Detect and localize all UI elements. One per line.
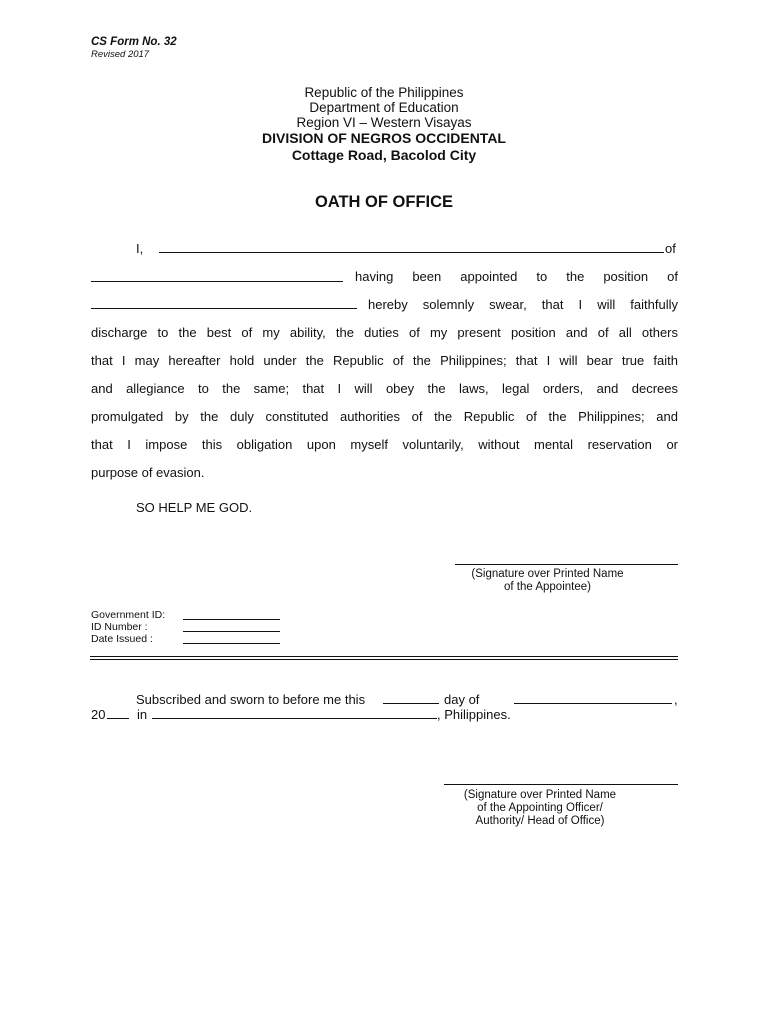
officer-caption-1: (Signature over Printed Name [463,789,617,801]
form-revised: Revised 2017 [91,49,150,60]
government-id-label: Government ID: [91,609,166,621]
name-blank[interactable] [159,241,664,253]
jurat-year-prefix: 20 [91,707,106,722]
date-issued-label: Date Issued : [91,633,153,645]
header-division: DIVISION OF NEGROS OCCIDENTAL [262,130,506,146]
oath-i: I, [136,241,144,256]
jurat-line-2 [91,707,678,723]
officer-signature-line[interactable] [444,772,678,785]
header-region: Region VI – Western Visayas [296,115,472,130]
jurat-in: in [137,707,148,722]
officer-caption-2: of the Appointing Officer/ [477,802,603,814]
office-blank[interactable] [91,269,343,282]
oath-line-9: purpose of evasion. [91,465,205,480]
oath-line-4: discharge to the best of my ability, the duties of my present position and of all others [91,325,678,340]
jurat-month-blank[interactable] [514,692,672,704]
jurat-place-blank[interactable] [152,707,437,719]
appointee-caption-1: (Signature over Printed Name [471,568,624,580]
id-number-blank[interactable] [183,621,280,632]
form-number: CS Form No. 32 [91,36,177,48]
jurat-year-blank[interactable] [107,707,129,719]
double-divider [90,656,678,660]
government-id-blank[interactable] [183,609,280,620]
oath-line-5: that I may hereafter hold under the Republic of the Philippines; that I will bear true faith [91,353,678,368]
officer-caption-3: Authority/ Head of Office) [475,815,605,827]
jurat-subscribed: Subscribed and sworn to before me this [136,692,366,707]
appointee-signature-line[interactable] [455,552,678,565]
jurat-day-of: day of [444,692,480,707]
header-department: Department of Education [309,100,459,115]
header-address: Cottage Road, Bacolod City [291,147,477,163]
position-blank[interactable] [91,297,357,309]
oath-line-7: promulgated by the duly constituted authorities of the Republic of the Philippines; and [91,409,678,424]
so-help-me-god: SO HELP ME GOD. [136,500,253,515]
oath-of: of [665,241,676,256]
date-issued-blank[interactable] [183,633,280,644]
jurat-philippines: , Philippines. [437,707,511,722]
appointee-caption-2: of the Appointee) [504,581,591,593]
oath-swear-text: hereby solemnly swear, that I will faithfully [368,297,678,312]
oath-line-8: that I impose this obligation upon myself voluntarily, without mental reservation or [91,437,678,452]
oath-line-6: and allegiance to the same; that I will obey the laws, legal orders, and decrees [91,381,678,396]
id-number-label: ID Number : [91,621,148,633]
jurat-line-1 [91,692,678,708]
header-republic: Republic of the Philippines [304,85,464,100]
oath-appointed-text: having been appointed to the position of [355,269,678,284]
jurat-comma: , [674,692,678,707]
jurat-day-blank[interactable] [383,692,439,704]
page-title: OATH OF OFFICE [314,193,454,211]
